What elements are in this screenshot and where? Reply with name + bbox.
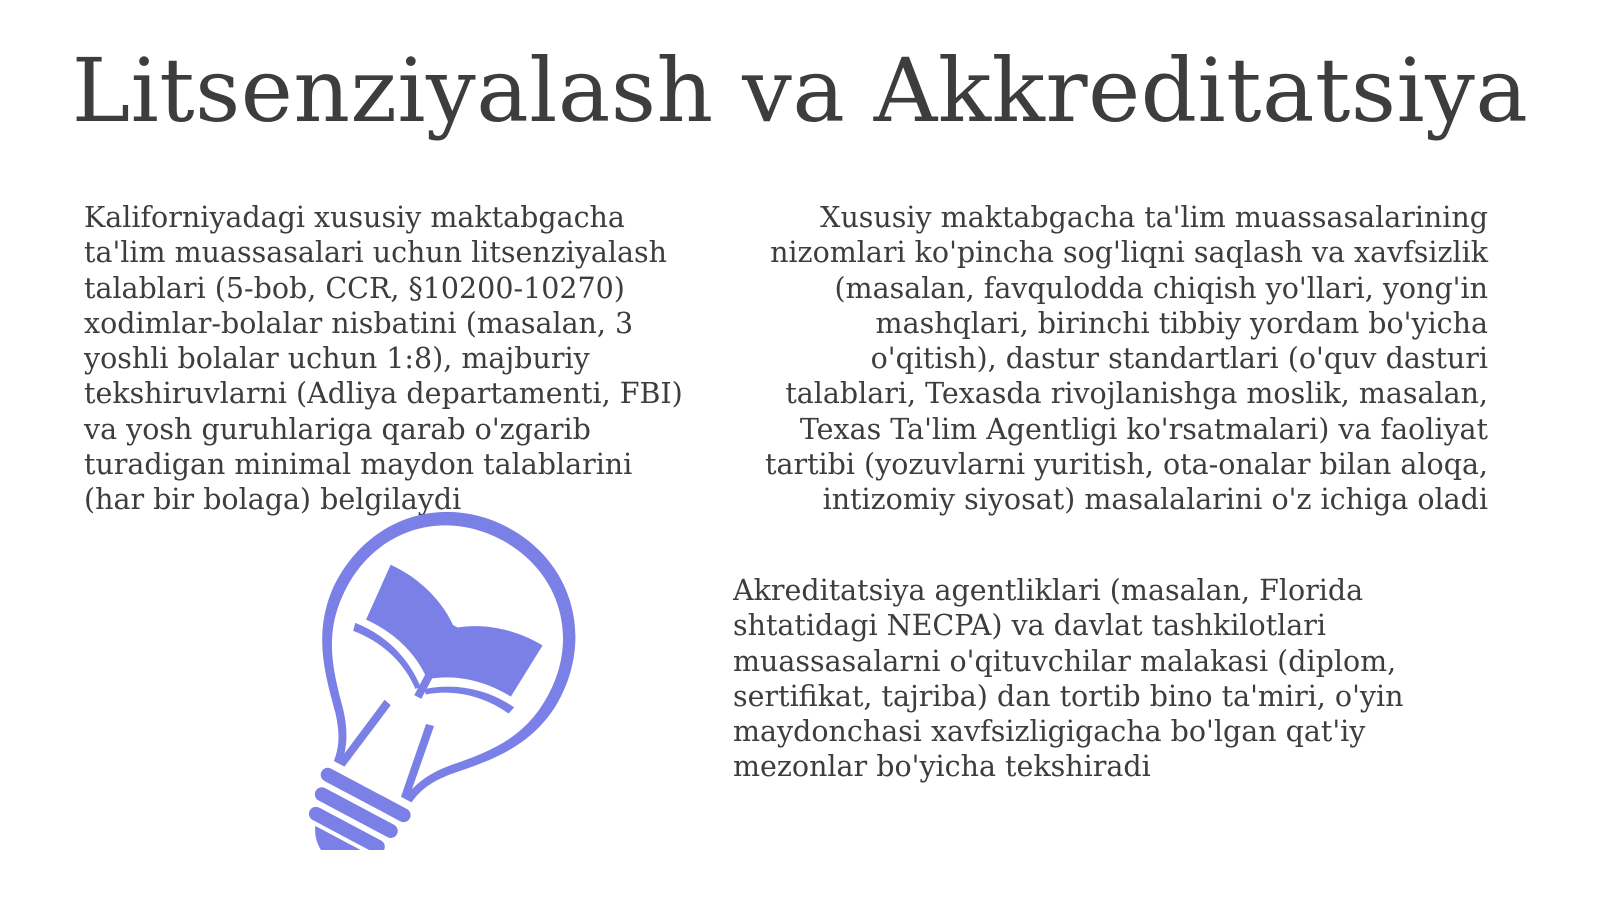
paragraph-licensing: Kaliforniyadagi xususiy maktabgacha ta'lim muassasalari uchun litsenziyalash talablari (5-bob, CCR, §10200-10270) xodimlar-bolalar nisbatini (masalan, 3 yoshli bolalar uchun 1:8), majburiy tekshiruvlarni (Adliya departamenti, FBI) va yosh guruhlariga qarab o'zgarib turadigan minimal maydon talablarini (har bir bolaga) belgilaydi [84, 201, 683, 517]
paragraph-regulations: Xususiy maktabgacha ta'lim muassasalarining nizomlari ko'pincha sog'liqni saqlash va xavfsizlik (masalan, favqulodda chiqish yo'llari, yong'in mashqlari, birinchi tibbiy yordam bo'yicha o'qitish), dastur standartlari (o'quv dasturi talablari, Texasda rivojlanishga moslik, masalan, Texas Ta'lim Agentligi ko'rsatmalari) va faoliyat tartibi (yozuvlarni yuritish, ota-onalar bilan aloqa, intizomiy siyosat) masalalarini o'z ichiga oladi [765, 201, 1488, 517]
lightbulb-book-icon [200, 500, 620, 850]
slide-title: Litsenziyalash va Akkreditatsiya [71, 39, 1529, 142]
paragraph-accreditation: Akreditatsiya agentliklari (masalan, Florida shtatidagi NECPA) va davlat tashkilotlari muassasalarni o'qituvchilar malakasi (diplom, sertifikat, tajriba) dan tortib bino ta'miri, o'yin maydonchasi xavfsizligigacha bo'lgan qat'iy mezonlar bo'yicha tekshiradi [733, 574, 1404, 784]
